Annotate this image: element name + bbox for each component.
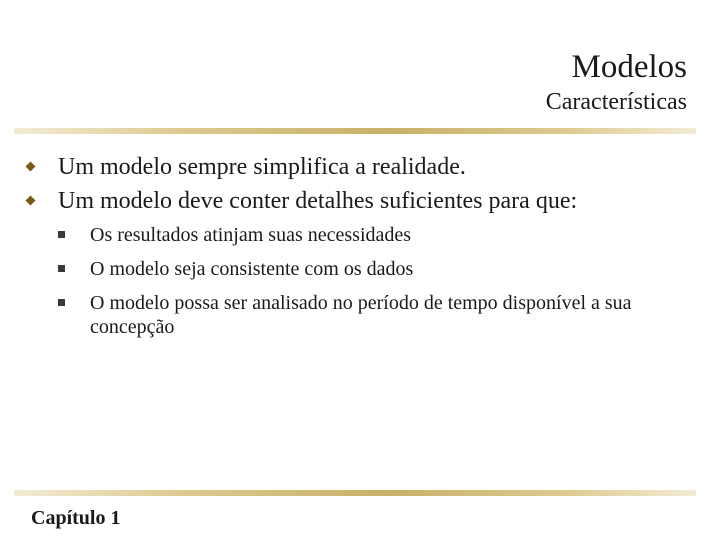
bullet-text: Um modelo sempre simplifica a realidade. xyxy=(58,154,466,180)
bullet-item xyxy=(24,150,704,184)
sub-bullet-item xyxy=(24,291,704,339)
bottom-divider xyxy=(14,490,696,496)
square-bullet-icon xyxy=(58,299,65,306)
bullet-list xyxy=(24,150,704,349)
sub-bullet-list xyxy=(24,223,704,339)
sub-bullet-item xyxy=(24,257,704,281)
diamond-bullet-icon xyxy=(26,162,36,172)
diamond-bullet-icon xyxy=(26,196,36,206)
sub-bullet-text: Os resultados atinjam suas necessidades xyxy=(90,224,412,246)
footer-chapter: Capítulo 1 xyxy=(31,507,121,529)
sub-bullet-item xyxy=(24,223,704,247)
slide-title: Modelos xyxy=(571,49,687,85)
bullet-item xyxy=(24,184,704,218)
bullet-text: Um modelo deve conter detalhes suficientes para que: xyxy=(58,188,578,214)
square-bullet-icon xyxy=(58,231,65,238)
square-bullet-icon xyxy=(58,265,65,272)
sub-bullet-text: O modelo seja consistente com os dados xyxy=(90,258,414,280)
top-divider xyxy=(14,128,696,134)
slide-subtitle: Características xyxy=(545,89,687,115)
sub-bullet-text: O modelo possa ser analisado no período de tempo disponível a sua concepção xyxy=(90,292,632,338)
